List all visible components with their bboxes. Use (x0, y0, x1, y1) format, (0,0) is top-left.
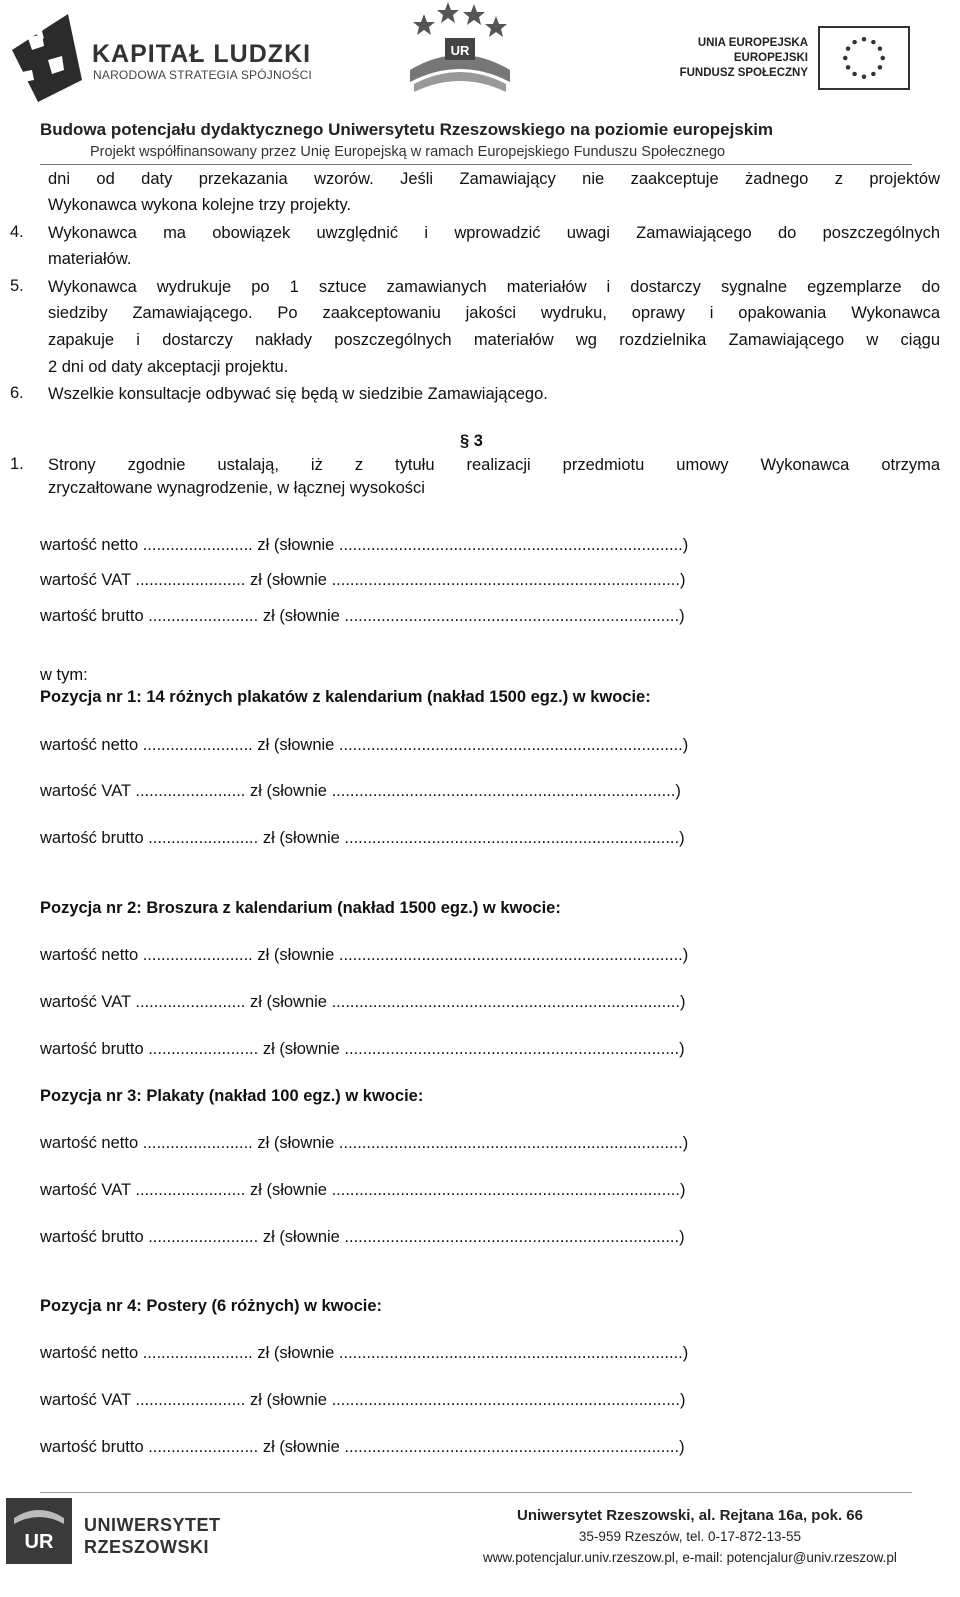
paragraph-line: Wykonawca wydrukuje po 1 sztuce zamawianych materiałów i dostarczy sygnalne egzemplarze do (48, 278, 940, 296)
position-vat-line: wartość VAT ........................ zł (słownie ............................................................................) (40, 1181, 686, 1199)
university-name-line1: UNIWERSYTET (84, 1515, 221, 1535)
list-number: 6. (10, 384, 24, 402)
position-netto-line: wartość netto ........................ zł (słownie ...........................................................................) (40, 1344, 689, 1362)
eu-label (668, 36, 808, 81)
logo-subtitle: NARODOWA STRATEGIA SPÓJNOŚCI (93, 68, 312, 82)
footer-address: Uniwersytet Rzeszowski, al. Rejtana 16a, pok. 66 (517, 1507, 863, 1524)
position-vat-line: wartość VAT ........................ zł (słownie ............................................................................) (40, 1391, 686, 1409)
w-tym-label: w tym: (40, 666, 88, 684)
paragraph-line: siedziby Zamawiającego. Po zaakceptowaniu jakości wydruku, oprawy i opakowania Wykonawca (48, 304, 940, 322)
university-name-line2: RZESZOWSKI (84, 1537, 209, 1557)
list-number: 1. (10, 455, 24, 473)
footer-contact: www.potencjalur.univ.rzeszow.pl, e-mail: potencjalur@univ.rzeszow.pl (483, 1550, 897, 1565)
position-brutto-line: wartość brutto ........................ zł (słownie .........................................................................) (40, 1228, 685, 1246)
section-heading: § 3 (460, 432, 483, 450)
paragraph-line: Wykonawca ma obowiązek uwzględnić i wprowadzić uwagi Zamawiającego do poszczególnych (48, 224, 940, 242)
total-vat-line: wartość VAT ........................ zł (słownie ............................................................................) (40, 571, 686, 589)
paragraph-line: 2 dni od daty akceptacji projektu. (48, 358, 289, 376)
position-title: Pozycja nr 3: Plakaty (nakład 100 egz.) w kwocie: (40, 1087, 424, 1105)
position-brutto-line: wartość brutto ........................ zł (słownie .........................................................................) (40, 1040, 685, 1058)
paragraph-line: materiałów. (48, 250, 132, 268)
page-header (0, 0, 960, 170)
eu-line3: FUNDUSZ SPOŁECZNY (679, 67, 808, 79)
logo-title: KAPITAŁ LUDZKI (92, 40, 312, 68)
center-logo-text: UR (450, 43, 470, 58)
eu-flag-icon (818, 26, 910, 90)
list-number: 5. (10, 277, 24, 295)
ur-book-logo-icon (400, 0, 520, 96)
position-brutto-line: wartość brutto ........................ zł (słownie .........................................................................) (40, 829, 685, 847)
position-vat-line: wartość VAT ........................ zł (słownie ...........................................................................) (40, 782, 681, 800)
paragraph-line: Wykonawca wykona kolejne trzy projekty. (48, 196, 352, 214)
position-netto-line: wartość netto ........................ zł (słownie ...........................................................................) (40, 736, 689, 754)
paragraph-line: dni od daty przekazania wzorów. Jeśli Zamawiający nie zaakceptuje żadnego z projektów (48, 170, 940, 188)
list-number: 4. (10, 223, 24, 241)
position-title: Pozycja nr 1: 14 różnych plakatów z kalendarium (nakład 1500 egz.) w kwocie: (40, 688, 651, 706)
ur-logo-icon (6, 1498, 72, 1564)
project-title: Budowa potencjału dydaktycznego Uniwersytetu Rzeszowskiego na poziomie europejskim (40, 120, 774, 139)
footer-divider (40, 1492, 912, 1493)
paragraph-line: Strony zgodnie ustalają, iż z tytułu realizacji przedmiotu umowy Wykonawca otrzyma (48, 456, 940, 474)
eu-line2: EUROPEJSKI (733, 52, 808, 64)
position-brutto-line: wartość brutto ........................ zł (słownie .........................................................................) (40, 1438, 685, 1456)
paragraph-line: zryczałtowane wynagrodzenie, w łącznej wysokości (48, 479, 425, 497)
position-netto-line: wartość netto ........................ zł (słownie ...........................................................................) (40, 946, 689, 964)
header-divider (40, 164, 912, 165)
ur-logo-text: UR (24, 1531, 54, 1553)
university-name (84, 1514, 221, 1558)
paragraph-line: zapakuje i dostarczy nakłady poszczególnych materiałów wg rozdzielnika Zamawiającego w ciągu (48, 331, 940, 349)
kapital-ludzki-logo-icon (8, 10, 86, 106)
position-vat-line: wartość VAT ........................ zł (słownie ............................................................................) (40, 993, 686, 1011)
cofinanced-line: Projekt współfinansowany przez Unię Europejską w ramach Europejskiego Funduszu Społecznego (90, 144, 726, 160)
footer-phone: 35-959 Rzeszów, tel. 0-17-872-13-55 (578, 1529, 802, 1544)
paragraph-line: Wszelkie konsultacje odbywać się będą w siedzibie Zamawiającego. (48, 385, 548, 403)
eu-line1: UNIA EUROPEJSKA (697, 37, 808, 49)
total-netto-line: wartość netto ........................ zł (słownie ...........................................................................) (40, 536, 689, 554)
position-title: Pozycja nr 4: Postery (6 różnych) w kwocie: (40, 1297, 383, 1315)
position-title: Pozycja nr 2: Broszura z kalendarium (nakład 1500 egz.) w kwocie: (40, 899, 561, 917)
total-brutto-line: wartość brutto ........................ zł (słownie .........................................................................) (40, 607, 685, 625)
position-netto-line: wartość netto ........................ zł (słownie ...........................................................................) (40, 1134, 689, 1152)
